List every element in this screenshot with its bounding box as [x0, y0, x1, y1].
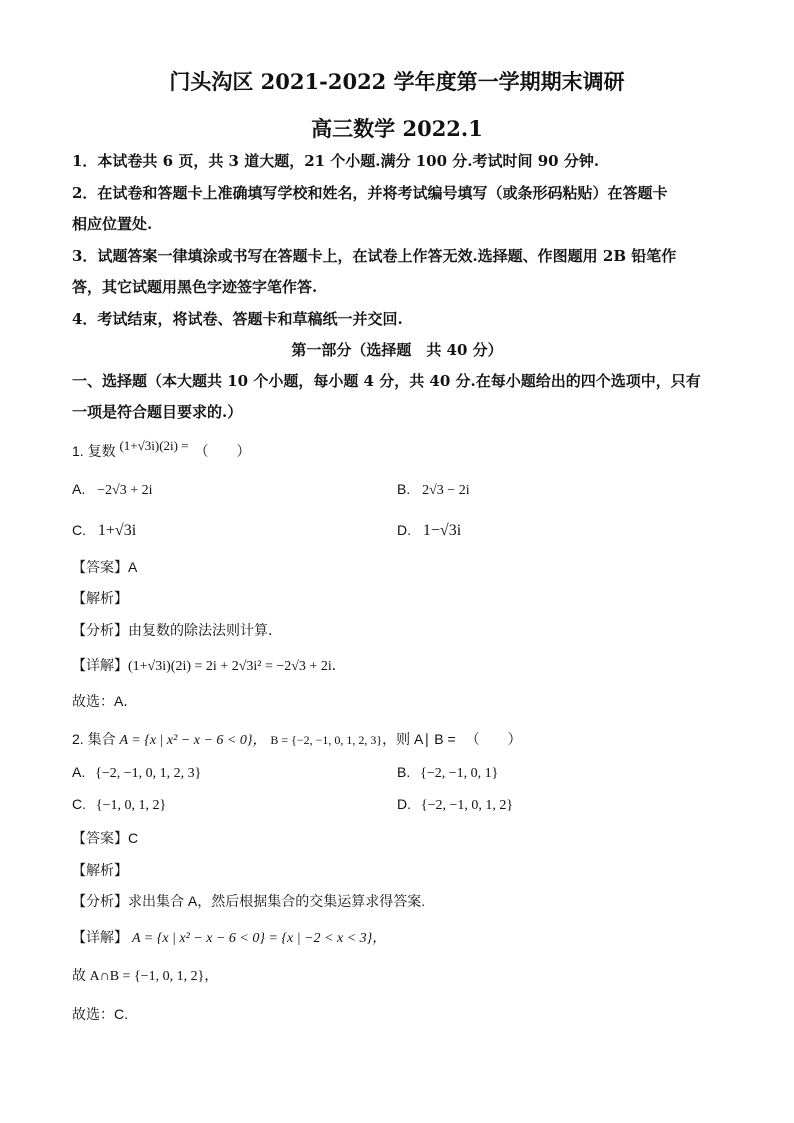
q1-option-c-label: C. [72, 522, 86, 538]
note-line-4: 3．试题答案一律填涂或书写在答题卡上，在试卷上作答无效.选择题、作图题用 2B 铅笔作 [72, 247, 677, 265]
q2-option-c-label: C. [72, 796, 86, 812]
q1-option-a-text: −2√3 + 2i [97, 483, 153, 498]
q1-option-a[interactable] [72, 481, 153, 499]
q1-detail-tag: 【详解】 [72, 657, 128, 673]
note-line-3: 相应位置处. [72, 215, 153, 233]
q1-expression: (1+√3i)(2i) = [119, 438, 189, 453]
q1-fenxi-text: 由复数的除法法则计算． [128, 622, 282, 638]
q2-option-b[interactable] [397, 764, 498, 782]
q1-option-c[interactable] [72, 522, 136, 540]
q2-prefix: 2. 集合 [72, 731, 116, 747]
q1-fenxi-tag: 【分析】 [72, 622, 128, 638]
q1-answer [72, 557, 137, 577]
q1-option-a-label: A. [72, 481, 86, 497]
q1-choose: 故选：A． [72, 693, 138, 709]
note-line-6: 4．考试结束，将试卷、答题卡和草稿纸一并交回. [72, 310, 403, 328]
q1-stem [72, 438, 251, 461]
q2-therefore [72, 965, 218, 985]
q2-detail-text: A = {x | x² − x − 6 < 0} = {x | −2 < x < 3}， [132, 931, 387, 946]
q1-option-b-label: B. [397, 481, 411, 497]
q1-prefix: 1. 复数 [72, 443, 116, 459]
q2-answer-tag: 【答案】 [72, 830, 128, 846]
q2-option-b-label: B. [397, 764, 411, 780]
q2-option-a[interactable] [72, 764, 201, 782]
q2-fenxi-text: 求出集合 A，然后根据集合的交集运算求得答案. [128, 893, 426, 909]
q2-answer-value: C [128, 830, 139, 846]
q2-set-b: B = {−2, −1, 0, 1, 2, 3} [270, 733, 383, 747]
q2-option-c[interactable] [72, 796, 166, 814]
q2-answer [72, 828, 138, 848]
q1-bracket: （ ） [194, 443, 251, 459]
q2-option-c-text: {−1, 0, 1, 2} [95, 798, 167, 813]
q2-fenxi-tag: 【分析】 [72, 893, 128, 909]
q2-option-d-label: D. [397, 796, 411, 812]
section-intro-line-1: 一、选择题（本大题共 10 个小题，每小题 4 分，共 40 分.在每小题给出的四个选项中，只有 [72, 372, 701, 390]
q1-detail [72, 655, 346, 675]
q2-set-a: A = {x | x² − x − 6 < 0}， [119, 733, 267, 748]
part-title: 第一部分（选择题 共 40 分） [291, 341, 503, 359]
q1-option-d[interactable] [397, 522, 461, 540]
section-intro-line-2: 一项是符合题目要求的.） [72, 403, 243, 421]
q1-option-b-text: 2√3 − 2i [422, 483, 470, 498]
q2-ask: ，则 A∣ B = [382, 731, 456, 747]
q2-option-d[interactable] [397, 796, 513, 814]
q1-analysis-tag: 【解析】 [72, 590, 128, 606]
q2-choose: 故选：C. [72, 1006, 128, 1022]
exam-subtitle: 高三数学 2022.1 [311, 116, 483, 141]
q2-option-b-text: {−2, −1, 0, 1} [420, 766, 499, 781]
q1-answer-tag: 【答案】 [72, 559, 128, 575]
q2-analysis-tag: 【解析】 [72, 862, 128, 878]
q2-fenxi [72, 891, 425, 911]
q2-detail [72, 927, 386, 947]
q1-option-b[interactable] [397, 481, 470, 499]
q1-option-c-text: 1+√3i [97, 522, 137, 539]
note-line-2: 2．在试卷和答题卡上准确填写学校和姓名，并将考试编号填写（或条形码粘贴）在答题卡 [72, 184, 668, 202]
q2-option-a-text: {−2, −1, 0, 1, 2, 3} [95, 766, 202, 781]
q1-fenxi [72, 620, 282, 640]
q1-answer-value: A [128, 559, 138, 575]
q2-bracket: （ ） [465, 731, 522, 747]
q2-option-a-label: A. [72, 764, 86, 780]
exam-title: 门头沟区 2021-2022 学年度第一学期期末调研 [169, 69, 625, 94]
q1-option-d-text: 1−√3i [422, 522, 462, 539]
q2-detail-tag: 【详解】 [72, 929, 128, 945]
q1-option-d-label: D. [397, 522, 411, 538]
q2-option-d-text: {−2, −1, 0, 1, 2} [420, 798, 514, 813]
q2-therefore-text: 故 A∩B = {−1, 0, 1, 2}， [72, 969, 219, 984]
note-line-1: 1．本试卷共 6 页，共 3 道大题，21 个小题.满分 100 分.考试时间 90 分钟. [72, 152, 600, 170]
q1-detail-text: (1+√3i)(2i) = 2i + 2√3i² = −2√3 + 2i． [128, 659, 346, 674]
note-line-5: 答，其它试题用黑色字迹签字笔作答. [72, 278, 318, 296]
q2-stem [72, 729, 522, 749]
